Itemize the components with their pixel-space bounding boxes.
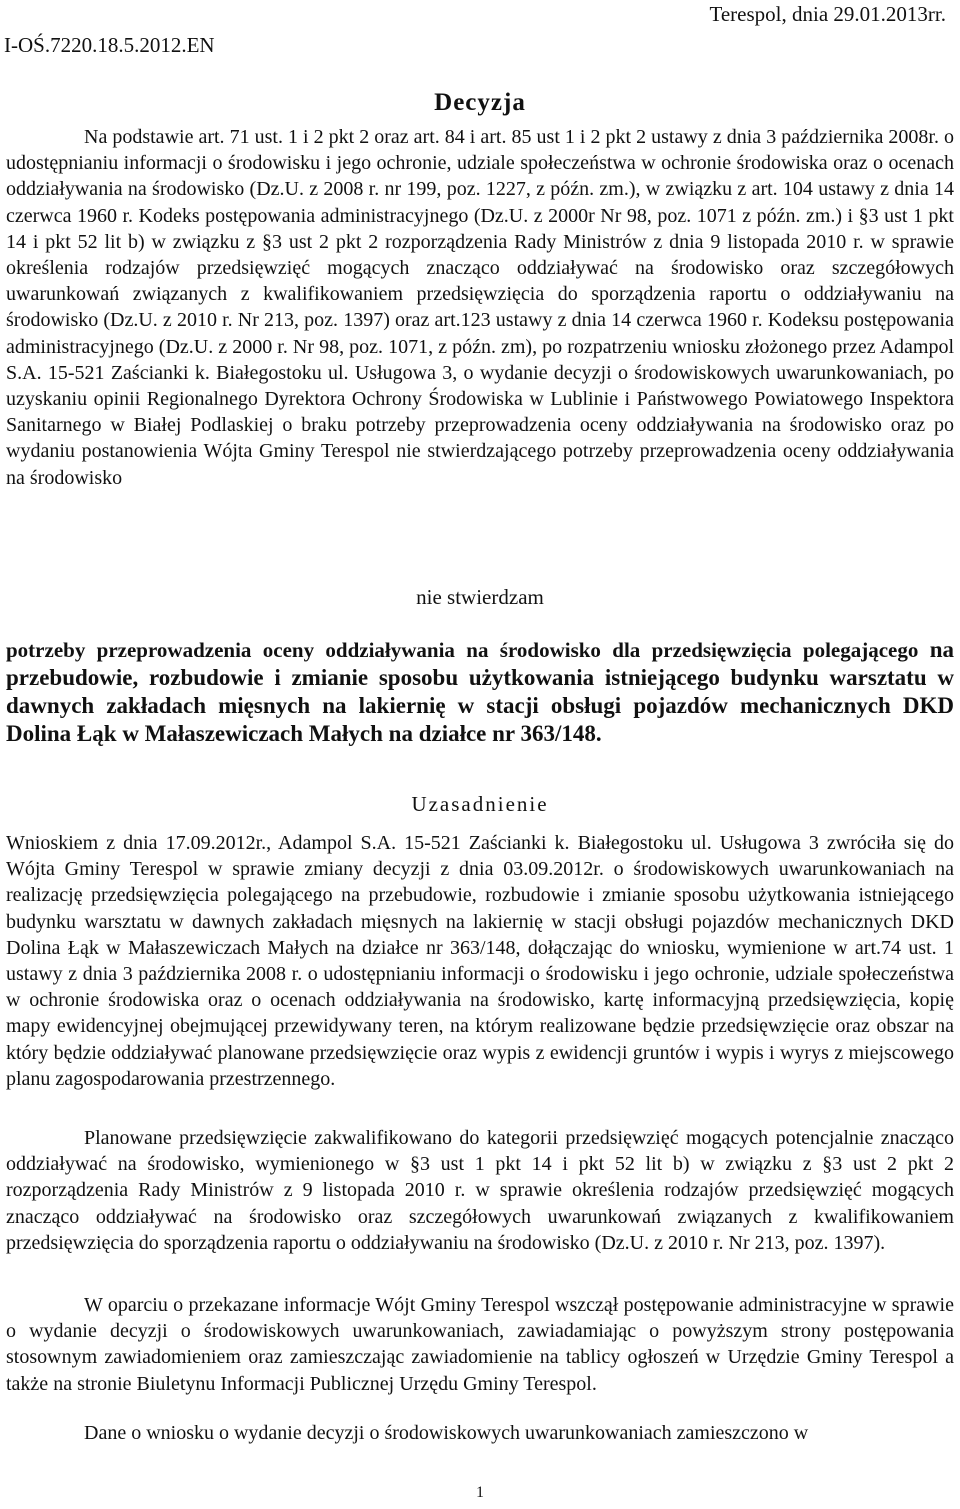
justification-title: Uzasadnienie — [411, 792, 549, 816]
verdict-text: nie stwierdzam — [416, 585, 544, 609]
justification-paragraph-3: W oparciu o przekazane informacje Wójt Gminy Terespol wszczął postępowanie administracyjne w sprawie o wydanie decyzji o środowiskowych uwarunkowaniach, zawiadamiając o powyższym strony postępowania stosownym zawiadomieniem oraz zamieszczając zawiadomienie na tablicy ogłoszeń w Urzędzie Gminy Terespol a także na stronie Biuletynu Informacji Publicznej Urzędu Gminy Terespol. — [6, 1294, 954, 1395]
case-reference: I-OŚ.7220.18.5.2012.EN — [4, 33, 215, 57]
decision-title: Decyzja — [434, 89, 526, 116]
justification-paragraph-1: Wnioskiem z dnia 17.09.2012r., Adampol S.A. 15-521 Zaścianki k. Białegostoku ul. Usługowa 3 zwróciła się do Wójta Gminy Terespol w sprawie zmiany decyzji z dnia 03.09.2012r. o środowiskowych uwarunkowaniach na realizację przedsięwzięcia polegającego na przebudowie, rozbudowie i zmianie sposobu użytkowania istniejącego budynku warsztatu w dawnych zakładach mięsnych na lakiernię w stacji obsługi pojazdów mechanicznych DKD Dolina Łąk w Małaszewiczach Małych na działce nr 363/148, dołączając do wniosku, wymienione w art.74 ust. 1 ustawy z dnia 3 października 2008 r. o udostępnianiu informacji o środowisku i jego ochronie, udziale społeczeństwa w ochronie środowiska oraz o ocenach oddziaływania na środowisko, kartę informacyjną przedsięwzięcia, kopię mapy ewidencyjnej obejmującej przewidywany teren, na którym realizowane będzie przedsięwzięcie oraz obszar na który będzie oddziaływać planowane przedsięwzięcie oraz wypis z ewidencji gruntów i wypis i wyrys z miejscowego planu zagospodarowania przestrzennego. — [6, 832, 954, 1090]
page-number: 1 — [476, 1484, 484, 1501]
subject-rest: na przebudowie, rozbudowie i zmianie sposobu użytkowania istniejącego budynku warsztatu w dawnych zakładach mięsnych na lakiernię w stacji obsługi pojazdów mechanicznych DKD Dolina Łąk w Małaszewiczach Małych na działce nr 363/148. — [6, 637, 954, 746]
subject-line-1: potrzeby przeprowadzenia oceny oddziaływania na środowisko dla przedsięwzięcia polegającego — [6, 638, 919, 662]
justification-paragraph-2: Planowane przedsięwzięcie zakwalifikowano do kategorii przedsięwzięć mogących potencjalnie znacząco oddziaływać na środowisko, wymienionego w §3 ust 1 pkt 14 i pkt 52 lit b) w związku z §3 ust 2 pkt 2 rozporządzenia Rady Ministrów z 9 listopada 2010 r. w sprawie określenia rodzajów przedsięwzięć mogących znacząco oddziaływać na środowisko oraz szczegółowych uwarunkowań związanych z kwalifikowaniem przedsięwzięcia do sporządzenia raportu o oddziaływaniu na środowisko (Dz.U. z 2010 r. Nr 213, poz. 1397). — [6, 1127, 954, 1254]
justification-paragraph-4: Dane o wniosku o wydanie decyzji o środowiskowych uwarunkowaniach zamieszczono w — [84, 1422, 809, 1444]
decision-subject — [6, 636, 954, 748]
place-and-date: Terespol, dnia 29.01.2013rr. — [709, 2, 946, 26]
legal-basis-paragraph: Na podstawie art. 71 ust. 1 i 2 pkt 2 oraz art. 84 i art. 85 ust 1 i 2 pkt 2 ustawy z dnia 3 października 2008r. o udostępnianiu informacji o środowisku i jego ochronie, udziale społeczeństwa w ochronie środowiska oraz o ocenach oddziaływania na środowisko (Dz.U. z 2008 r. nr 199, poz. 1227, z późn. zm.), w związku z art. 104 ustawy z dnia 14 czerwca 1960 r. Kodeks postępowania administracyjnego (Dz.U. z 2000r Nr 98, poz. 1071 z późn. zm.) i §3 ust 1 pkt 14 i pkt 52 lit b) w związku z §3 ust 2 pkt 2 rozporządzenia Rady Ministrów z dnia 9 listopada 2010 r. w sprawie określenia rodzajów przedsięwzięć mogących znacząco oddziaływać na środowisko oraz szczegółowych uwarunkowań związanych z kwalifikowaniem przedsięwzięcia do sporządzenia raportu o oddziaływaniu na środowisko (Dz.U. z 2010 r. Nr 213, poz. 1397) oraz art.123 ustawy z dnia 14 czerwca 1960 r. Kodeksu postępowania administracyjnego (Dz.U. z 2000 r. Nr 98, poz. 1071, z późn. zm), po rozpatrzeniu wniosku złożonego przez Adampol S.A. 15-521 Zaścianki k. Białegostoku ul. Usługowa 3, o wydanie decyzji o środowiskowych uwarunkowaniach, po uzyskaniu opinii Regionalnego Dyrektora Ochrony Środowiska w Lublinie i Państwowego Powiatowego Inspektora Sanitarnego w Białej Podlaskiej o braku potrzeby przeprowadzenia oceny oddziaływania na środowisko oraz po wydaniu postanowienia Wójta Gminy Terespol nie stwierdzającego potrzeby przeprowadzenia oceny oddziaływania na środowisko — [6, 126, 954, 489]
